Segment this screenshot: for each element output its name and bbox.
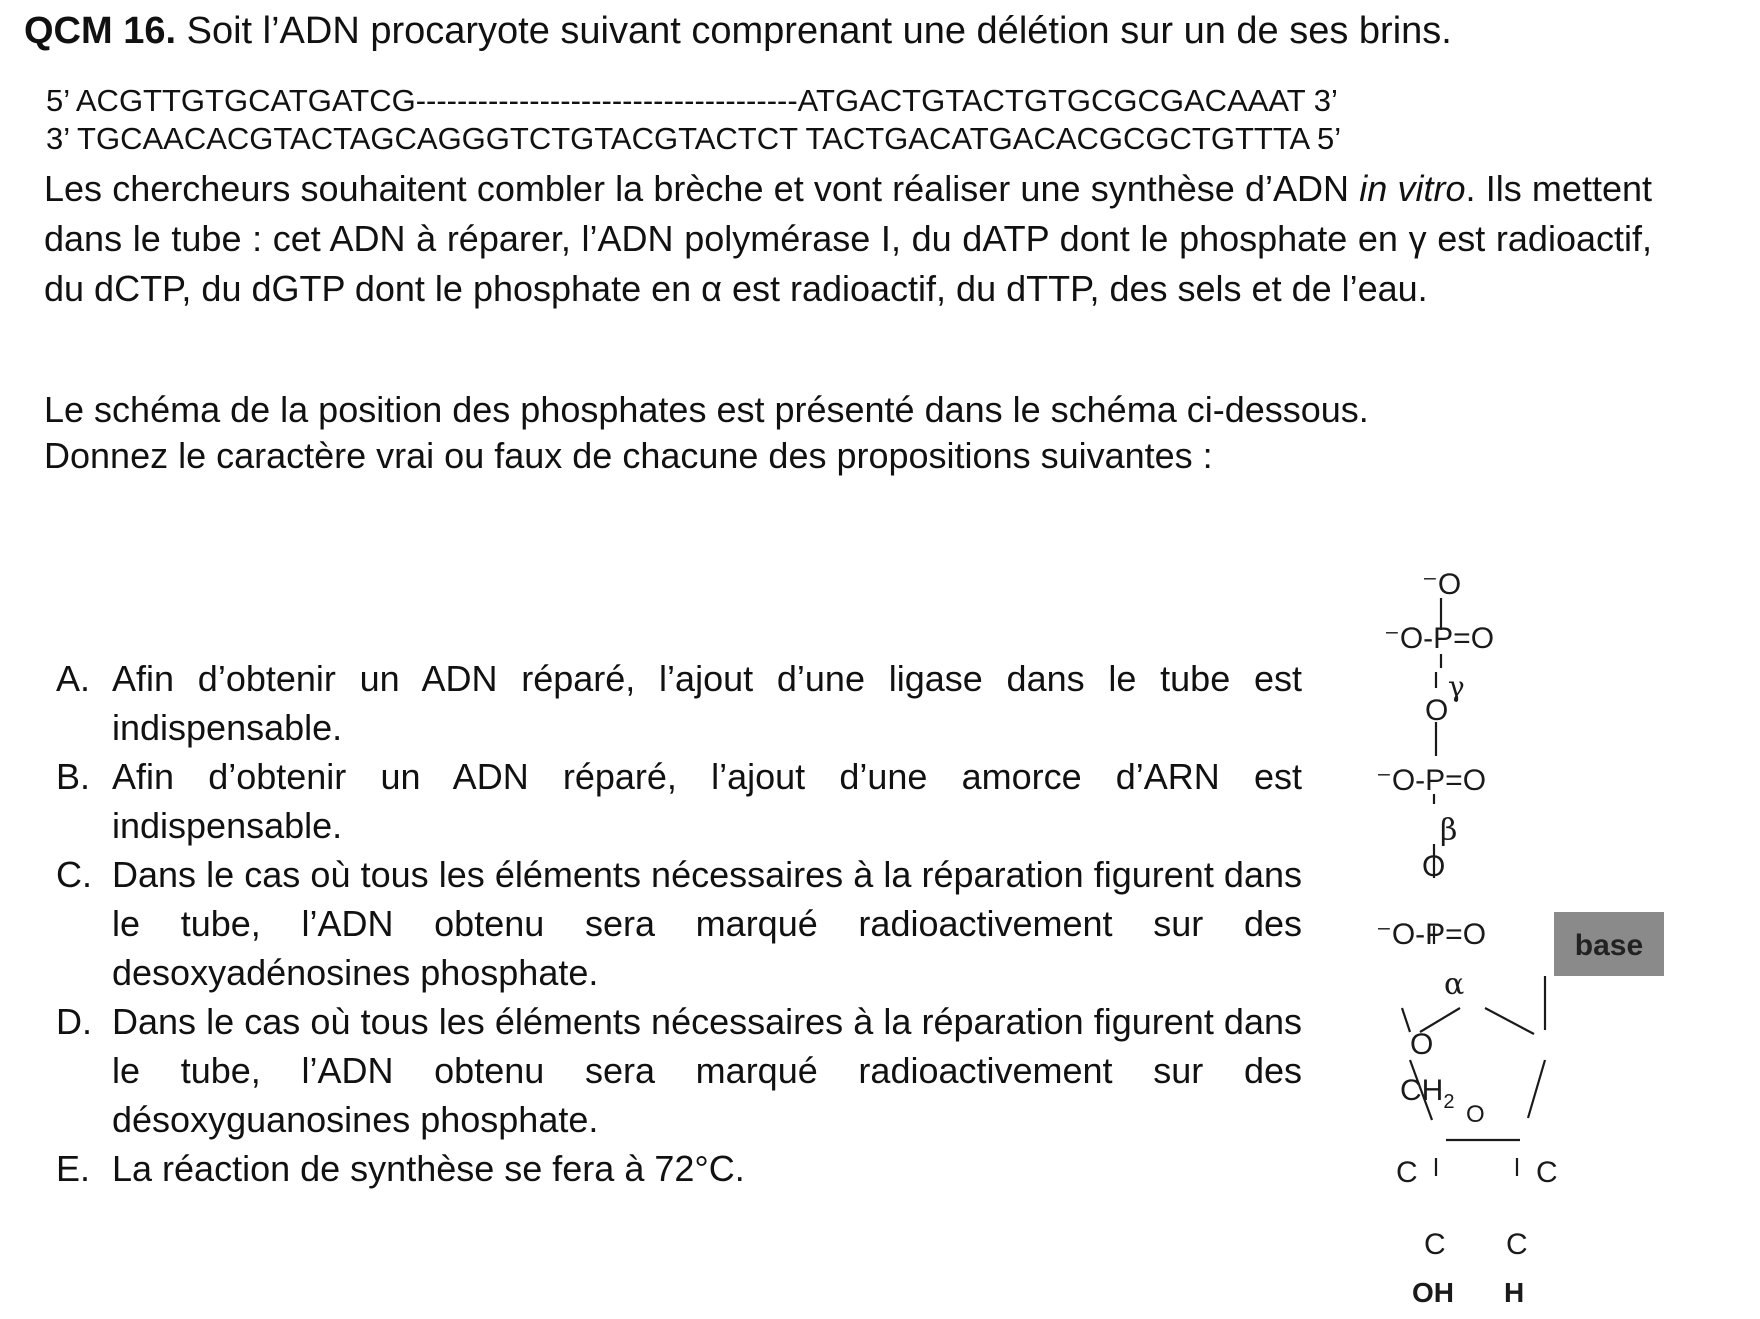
carbon-2-label: C — [1506, 1228, 1528, 1261]
option-d — [56, 997, 1302, 1144]
bond — [1485, 1008, 1534, 1034]
dna-strand-2: 3’ TGCAACACGTACTAGCAGGGTCTGTACGTACTCT TACTGACATGACACGCGCTGTTTA 5’ — [46, 121, 1342, 156]
carbon-3-label: C — [1424, 1228, 1446, 1261]
option-a — [56, 654, 1302, 752]
option-letter: D. — [56, 1001, 92, 1042]
gamma-label: γ — [1448, 670, 1465, 703]
ch2-subscript: 2 — [1443, 1091, 1455, 1113]
bond — [1528, 1060, 1545, 1118]
option-c — [56, 850, 1302, 997]
phosphate-gamma-label: ⁻O-P=O — [1384, 622, 1495, 655]
option-e — [56, 1144, 1302, 1193]
phosphate-alpha-label: ⁻O-P=O — [1376, 918, 1487, 951]
option-letter: E. — [56, 1148, 91, 1189]
oxygen-label: O — [1422, 850, 1446, 883]
alpha-label: α — [1444, 967, 1465, 1002]
option-letter: B. — [56, 756, 91, 797]
nucleotide-phosphate-diagram — [1340, 560, 1700, 1315]
paragraph-materials-part2: . Ils mettent dans le tube : cet ADN à réparer, l’ADN polymérase I, du dATP dont le phosphate en γ est radioactif, du dCTP, du dGTP dont le phosphate en α est radioactif, du dTTP, des sels et de l’eau. — [44, 168, 1652, 309]
hydrogen-label: H — [1504, 1277, 1525, 1308]
options-list — [56, 654, 1302, 1193]
carbon-4-label: C — [1396, 1156, 1418, 1189]
paragraph-instructions-line2: Donnez le caractère vrai ou faux de chacune des propositions suivantes : — [44, 435, 1213, 476]
question-number: QCM 16. — [24, 10, 177, 52]
option-letter: A. — [56, 658, 91, 699]
option-text: Afin d’obtenir un ADN réparé, l’ajout d’une ligase dans le tube est indispensable. — [112, 658, 1302, 748]
paragraph-materials-part1: Les chercheurs souhaitent combler la brèche et vont réaliser une synthèse d’ADN — [44, 168, 1360, 209]
oxygen-label: O — [1425, 694, 1449, 727]
ch2-text: CH — [1400, 1074, 1444, 1107]
ring-oxygen-label: O — [1466, 1101, 1485, 1128]
paragraph-instructions-line1: Le schéma de la position des phosphates est présenté dans le schéma ci-dessous. — [44, 389, 1369, 430]
option-letter: C. — [56, 854, 92, 895]
phosphate-beta-label: ⁻O-P=O — [1376, 764, 1487, 797]
oxygen-label: O — [1410, 1028, 1434, 1061]
beta-label: β — [1440, 813, 1458, 848]
paragraph-materials-italic: in vitro — [1359, 168, 1466, 209]
option-text: Dans le cas où tous les éléments nécessaires à la réparation figurent dans le tube, l’ADN obtenu sera marqué radioactivement sur des desoxyadénosines phosphate. — [112, 854, 1302, 993]
question-title-text: Soit l’ADN procaryote suivant comprenant une délétion sur un de ses brins. — [176, 10, 1452, 52]
option-text: La réaction de synthèse se fera à 72°C. — [112, 1148, 745, 1189]
base-label: base — [1574, 929, 1644, 962]
bond — [1402, 1008, 1410, 1032]
dna-strand-1: 5’ ACGTTGTGCATGATCG-------------------------------------ATGACTGTACTGTGCGCGACAAAT 3’ — [46, 83, 1338, 118]
question-title — [24, 8, 1744, 54]
hydroxyl-label: OH — [1412, 1277, 1454, 1308]
paragraph-materials — [44, 164, 1652, 314]
top-oxygen-label: ⁻O — [1422, 568, 1462, 601]
carbon-1-label: C — [1536, 1156, 1558, 1189]
option-text: Dans le cas où tous les éléments nécessaires à la réparation figurent dans le tube, l’ADN obtenu sera marqué radioactivement sur des désoxyguanosines phosphate. — [112, 1001, 1302, 1140]
option-text: Afin d’obtenir un ADN réparé, l’ajout d’une amorce d’ARN est indispensable. — [112, 756, 1302, 846]
option-b — [56, 752, 1302, 850]
